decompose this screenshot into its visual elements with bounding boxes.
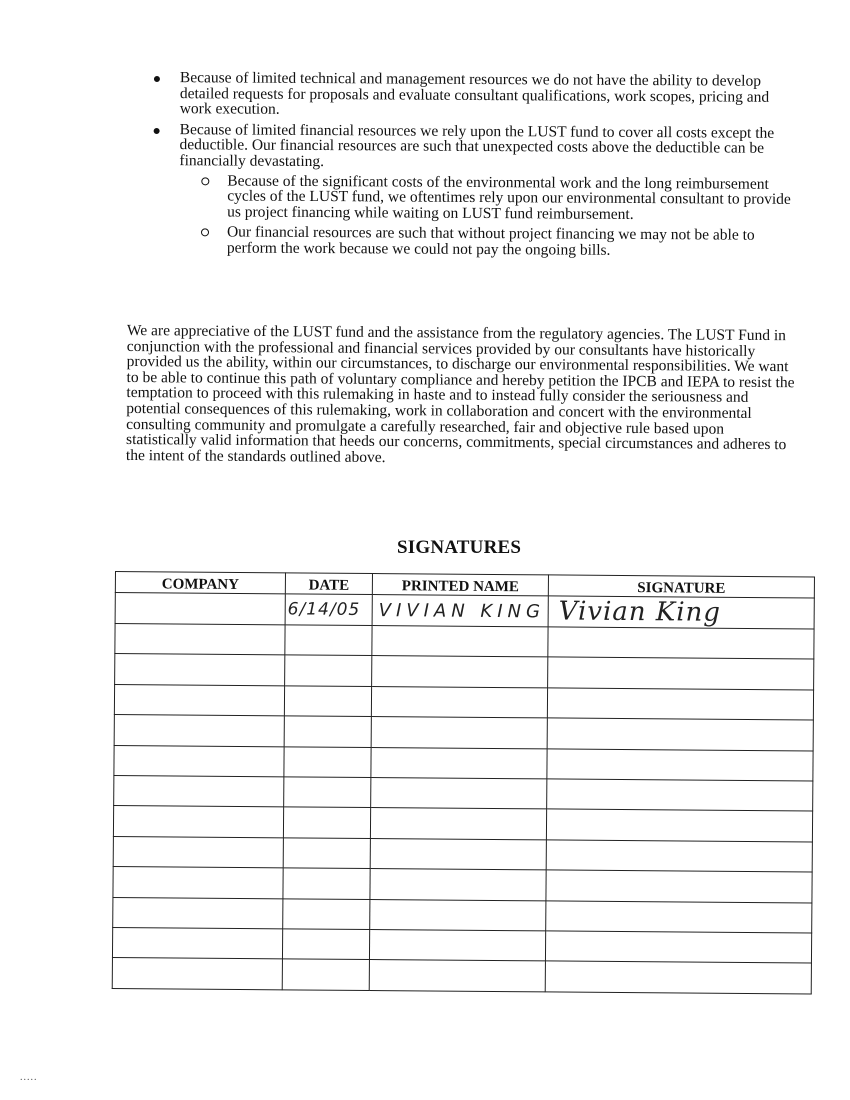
bullet-dot-icon bbox=[154, 128, 160, 134]
sub-bullet-text: Because of the significant costs of the environmental work and the long reimbursement cycles of the LUST fund, we oftentimes rely upon our environmental consultant to provide us project financing while waiting on LUST fund reimbursement. bbox=[227, 172, 791, 223]
sub-bullet-list bbox=[197, 173, 799, 260]
column-header-date: DATE bbox=[285, 573, 372, 595]
company-cell bbox=[115, 593, 285, 625]
signature-cell bbox=[546, 840, 812, 872]
company-cell bbox=[113, 806, 283, 838]
company-cell bbox=[113, 897, 283, 929]
company-cell bbox=[112, 958, 282, 990]
company-cell bbox=[114, 775, 284, 807]
printed-name-cell bbox=[371, 686, 547, 718]
bullet-item bbox=[149, 122, 800, 260]
column-header-printed-name: PRINTED NAME bbox=[372, 574, 548, 596]
signature-cell bbox=[546, 870, 812, 902]
column-header-signature: SIGNATURE bbox=[548, 575, 814, 598]
handwritten-signature: Vivian King bbox=[558, 596, 722, 628]
date-cell bbox=[283, 898, 370, 929]
printed-name-cell bbox=[370, 808, 546, 840]
company-cell bbox=[115, 654, 285, 686]
bullet-text: Because of limited financial resources we rely upon the LUST fund to cover all costs except the deductible. Our financial resources are such that unexpected costs above the deductible can be financially devastating. bbox=[179, 120, 775, 171]
sub-bullet-text: Our financial resources are such that without project financing we may not be able to perform the work because we could not pay the ongoing bills. bbox=[226, 223, 755, 259]
petition-paragraph: We are appreciative of the LUST fund and the assistance from the regulatory agencies. The LUST Fund in conjunction with the professional and financial services provided by our consultants have historically provided us the ability, within our circumstances, to discharge our environmental responsibilities. We want to be able to continue this path of voluntary compliance and hereby petition the IPCB and IEPA to resist the temptation to proceed with this rulemaking in haste and to instead fully consider the seriousness and potential consequences of this rulemaking, work in collaboration and concert with the environmental consulting community and promulgate a carefully researched, fair and objective rule based upon statistically valid information that heeds our concerns, commitments, special circumstances and adheres to the intent of the standards outlined above. bbox=[125, 322, 795, 466]
company-cell bbox=[115, 624, 285, 656]
date-cell bbox=[282, 929, 369, 960]
date-cell bbox=[285, 655, 372, 686]
bullet-dot-icon bbox=[154, 76, 160, 82]
date-cell bbox=[283, 838, 370, 869]
date-cell bbox=[284, 686, 371, 717]
hollow-circle-icon bbox=[201, 229, 209, 237]
signature-cell bbox=[547, 718, 813, 750]
handwritten-printed-name: VIVIAN KING bbox=[378, 599, 546, 622]
company-cell bbox=[113, 867, 283, 899]
signature-cell bbox=[548, 596, 814, 629]
bullet-text: Because of limited technical and management resources we do not have the ability to develop detailed requests for proposals and evaluate consultant qualifications, work scopes, pricing and work execution. bbox=[179, 69, 770, 118]
signature-cell bbox=[546, 809, 812, 841]
signature-cell bbox=[545, 931, 811, 963]
bullet-list bbox=[149, 70, 800, 259]
company-cell bbox=[112, 927, 282, 959]
printed-name-cell bbox=[370, 838, 546, 870]
company-cell bbox=[113, 836, 283, 868]
date-cell bbox=[283, 868, 370, 899]
column-header-company: COMPANY bbox=[115, 572, 285, 594]
printed-name-cell bbox=[372, 595, 548, 627]
sub-bullet-item bbox=[197, 173, 799, 223]
signature-cell bbox=[548, 627, 814, 659]
printed-name-cell bbox=[372, 626, 548, 658]
date-cell bbox=[285, 594, 372, 626]
date-cell bbox=[284, 777, 371, 808]
signatures-heading: SIGNATURES bbox=[397, 537, 522, 558]
signature-table bbox=[112, 571, 815, 994]
date-cell bbox=[283, 807, 370, 838]
printed-name-cell bbox=[369, 960, 545, 992]
company-cell bbox=[114, 684, 284, 716]
date-cell bbox=[284, 746, 371, 777]
printed-name-cell bbox=[370, 899, 546, 931]
printed-name-cell bbox=[370, 869, 546, 901]
bullet-item bbox=[150, 70, 800, 121]
date-cell bbox=[282, 959, 369, 990]
handwritten-date: 6/14/05 bbox=[287, 599, 361, 620]
date-cell bbox=[284, 716, 371, 747]
signature-cell bbox=[548, 657, 814, 689]
scan-marks: ..... bbox=[20, 1072, 38, 1083]
signature-cell bbox=[545, 961, 811, 993]
printed-name-cell bbox=[371, 717, 547, 749]
sub-bullet-item bbox=[197, 225, 799, 260]
hollow-circle-icon bbox=[201, 177, 209, 185]
printed-name-cell bbox=[369, 929, 545, 961]
signature-cell bbox=[547, 779, 813, 811]
company-cell bbox=[114, 745, 284, 777]
printed-name-cell bbox=[372, 656, 548, 688]
signature-cell bbox=[547, 748, 813, 780]
date-cell bbox=[285, 625, 372, 656]
signature-cell bbox=[546, 900, 812, 932]
printed-name-cell bbox=[371, 747, 547, 779]
signature-cell bbox=[547, 688, 813, 720]
printed-name-cell bbox=[371, 777, 547, 809]
company-cell bbox=[114, 715, 284, 747]
table-row bbox=[112, 958, 811, 994]
